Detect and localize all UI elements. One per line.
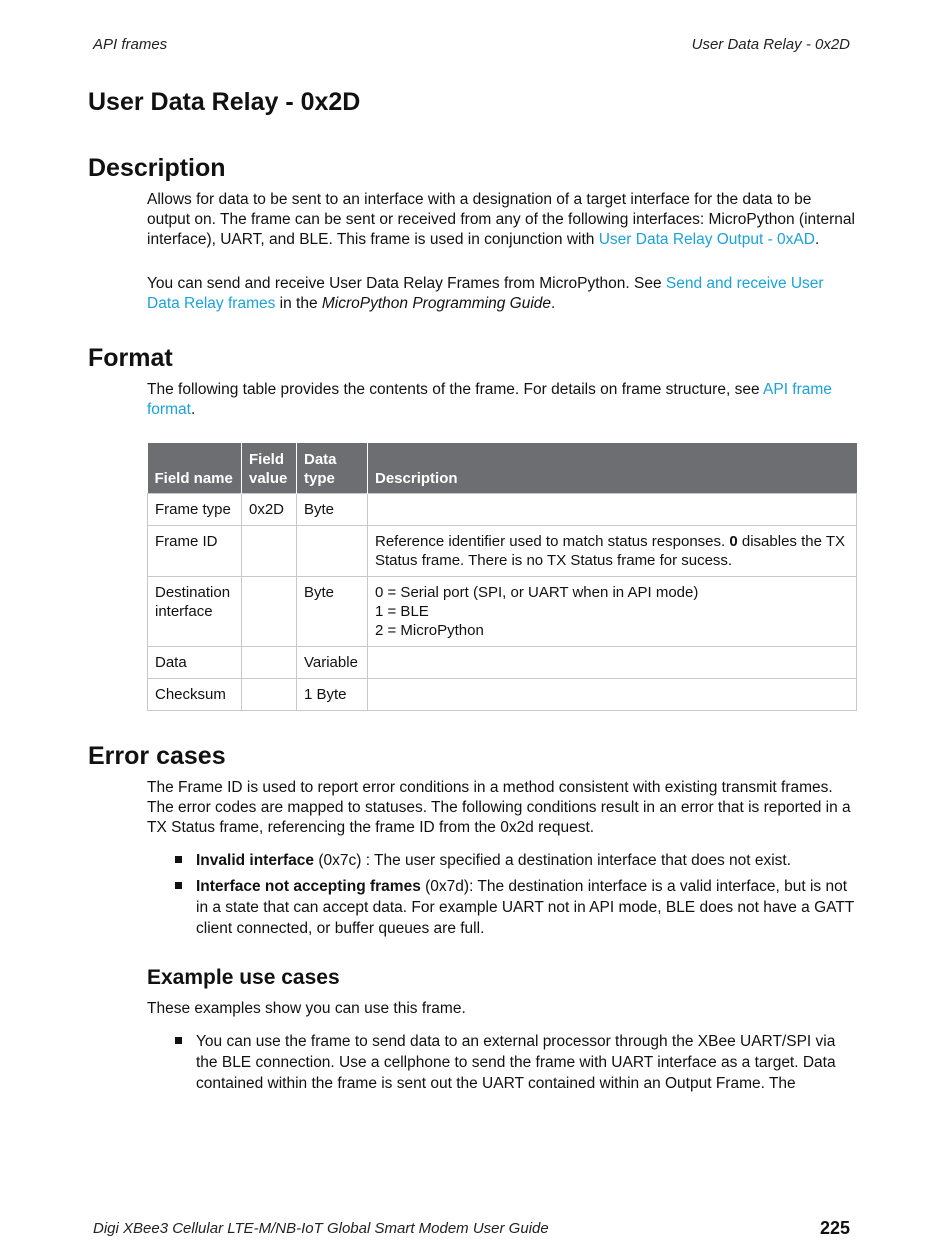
description-p1-text: Allows for data to be sent to an interface with a designation of a target interface for the data to be output on. The frame can be sent or received from any of the following interfaces: MicroPython (internal interface), UART, and BLE. This frame is used in conjunction with [147,191,855,248]
list-item [175,1031,860,1094]
cell-description [368,577,857,647]
format-p-end: . [190,401,196,418]
cell-type: 1 Byte [297,679,368,711]
description-paragraph-1 [147,190,857,250]
cell-field: Checksum [148,679,242,711]
example-use-cases-heading: Example use cases [147,966,340,989]
table-row [148,647,857,679]
frame-id-desc-pre: Reference identifier used to match status responses. [375,533,730,550]
description-paragraph-2 [147,274,857,314]
cell-field: Data [148,647,242,679]
header-data-type: Data type [297,443,368,494]
table-row [148,679,857,711]
cell-description [368,526,857,577]
bullet-square-icon [175,856,182,863]
cell-description [368,647,857,679]
footer-guide-title: Digi XBee3 Cellular LTE-M/NB-IoT Global Smart Modem User Guide [93,1220,549,1237]
running-header-topic: User Data Relay - 0x2D [691,36,850,53]
cell-field: Frame type [148,494,242,526]
micropython-guide-title: MicroPython Programming Guide [321,295,552,312]
cell-description [368,494,857,526]
example-use-cases-paragraph: These examples show you can use this frame. [147,1000,466,1017]
bullet-square-icon [175,1037,182,1044]
format-paragraph [147,380,857,420]
example-text: You can use the frame to send data to an external processor through the XBee UART/SPI via the BLE connection. Use a cellphone to send the frame with UART interface as a target. Data contained within the frame is sent out the UART contained within an Output Frame. The [196,1033,836,1092]
error-text: (0x7d): The destination interface is a valid interface, but is not in a state that can accept data. For example UART not in API mode, BLE does not have a GATT client connected, or buffer queues are full. [196,878,854,937]
desc-line: 1 = BLE [375,603,429,620]
page-number: 225 [819,1218,850,1238]
format-heading: Format [88,344,173,372]
running-header-section: API frames [93,36,168,53]
frame-id-desc-post: disables the TX Status frame. There is no TX Status frame for sucess. [375,533,845,569]
send-receive-relay-frames-link[interactable]: Send and receive User Data Relay frames [147,275,824,312]
desc-line: 2 = MicroPython [375,622,484,639]
bullet-square-icon [175,882,182,889]
list-item [175,876,860,939]
cell-value [242,577,297,647]
table-row [148,526,857,577]
examples-list [175,1031,860,1099]
error-list [175,850,860,944]
table-row [148,494,857,526]
error-text: (0x7c) : The user specified a destination interface that does not exist. [314,852,792,869]
error-name: Invalid interface [196,852,315,869]
cell-value [242,526,297,577]
frame-id-desc-bold: 0 [729,533,738,550]
error-name: Interface not accepting frames [196,878,421,895]
cell-type: Byte [297,494,368,526]
cell-field: Frame ID [148,526,242,577]
error-cases-paragraph: The Frame ID is used to report error conditions in a method consistent with existing transmit frames. The error codes are mapped to statuses. The following conditions result in an error that is reported in a TX Status frame, referencing the frame ID from the 0x2d request. [147,779,851,836]
list-item [175,850,860,871]
description-p2-text: You can send and receive User Data Relay Frames from MicroPython. See [147,275,666,292]
description-p2-end: . [551,295,556,312]
cell-value [242,679,297,711]
cell-description [368,679,857,711]
api-frame-format-link[interactable]: API frame format [147,381,832,418]
cell-value [242,647,297,679]
cell-type [297,526,368,577]
description-heading: Description [88,154,226,182]
page-title: User Data Relay - 0x2D [88,88,361,116]
cell-type: Variable [297,647,368,679]
desc-line: 0 = Serial port (SPI, or UART when in API mode) [375,584,699,601]
header-description: Description [368,443,857,494]
cell-field: Destination interface [148,577,242,647]
header-field-name: Field name [148,443,242,494]
table-header-row [148,443,857,494]
user-data-relay-output-link[interactable]: User Data Relay Output - 0xAD [598,231,815,248]
format-p-text: The following table provides the contents of the frame. For details on frame structure, see [147,381,764,398]
frame-format-table [147,443,857,711]
description-p2-mid: in the [275,295,322,312]
description-p1-end: . [814,231,820,248]
cell-value: 0x2D [242,494,297,526]
table-row [148,577,857,647]
header-field-value: Field value [242,443,297,494]
cell-type: Byte [297,577,368,647]
error-cases-heading: Error cases [88,742,226,770]
